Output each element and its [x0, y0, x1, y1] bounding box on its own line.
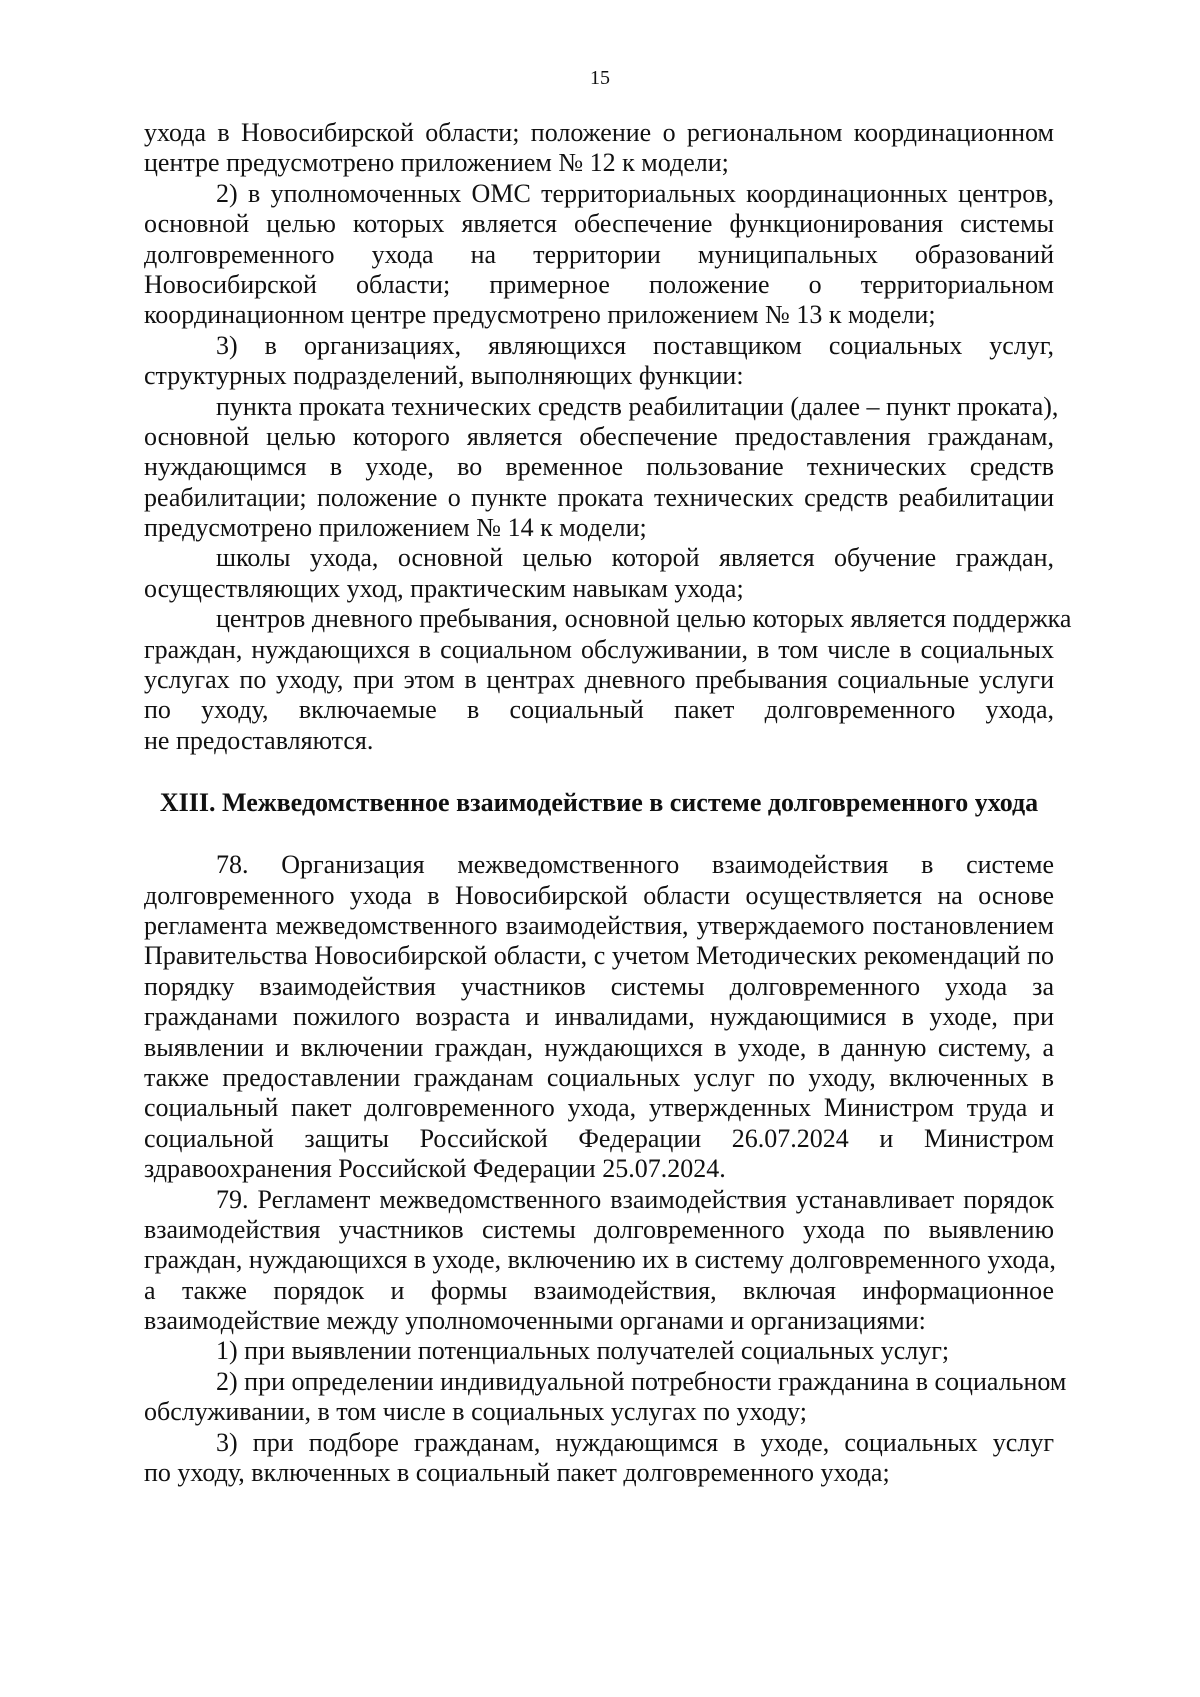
paragraph-line: 3) при подборе гражданам, нуждающимся в уходе, социальных услуг: [216, 1427, 1054, 1457]
paragraph-line: центров дневного пребывания, основной целью которых является поддержка: [216, 604, 1072, 634]
paragraph-line: выявлении и включении граждан, нуждающихся в уходе, в данную систему, а: [144, 1032, 1054, 1062]
paragraph-line: не предоставляются.: [144, 725, 374, 755]
paragraph-line: предусмотрено приложением № 14 к модели;: [144, 513, 647, 543]
paragraph-line: по уходу, включаемые в социальный пакет долговременного ухода,: [144, 695, 1054, 725]
paragraph-line: основной целью которых является обеспечение функционирования системы: [144, 209, 1054, 239]
paragraph-line: координационном центре предусмотрено приложением № 13 к модели;: [144, 300, 936, 330]
paragraph-line: обслуживании, в том числе в социальных услугах по уходу;: [144, 1397, 807, 1427]
paragraph-line: граждан, нуждающихся в социальном обслуживании, в том числе в социальных: [144, 634, 1054, 664]
paragraph-line: услугах по уходу, при этом в центрах дневного пребывания социальные услуги: [144, 665, 1054, 695]
paragraph-line: долговременного ухода на территории муниципальных образований: [144, 239, 1054, 269]
paragraph-line: структурных подразделений, выполняющих функции:: [144, 361, 744, 391]
paragraph-line: долговременного ухода в Новосибирской области осуществляется на основе: [144, 880, 1054, 910]
paragraph-line: Правительства Новосибирской области, с учетом Методических рекомендаций по: [144, 941, 1054, 971]
paragraph-line: центре предусмотрено приложением № 12 к модели;: [144, 148, 729, 178]
paragraph-line: а также порядок и формы взаимодействия, включая информационное: [144, 1275, 1054, 1305]
paragraph-line: 3) в организациях, являющихся поставщиком социальных услуг,: [216, 330, 1054, 360]
paragraph-line: граждан, нуждающихся в уходе, включению их в систему долговременного ухода,: [144, 1245, 1056, 1275]
paragraph-line: 1) при выявлении потенциальных получателей социальных услуг;: [216, 1336, 950, 1366]
paragraph-line: 2) при определении индивидуальной потребности гражданина в социальном: [216, 1366, 1067, 1396]
paragraph-line: ухода в Новосибирской области; положение о региональном координационном: [144, 118, 1054, 147]
paragraph-line: порядку взаимодействия участников системы долговременного ухода за: [144, 971, 1054, 1001]
section-heading: XIII. Межведомственное взаимодействие в системе долговременного ухода: [159, 788, 1039, 818]
paragraph-line: взаимодействие между уполномоченными органами и организациями:: [144, 1306, 926, 1336]
page-number: 15: [590, 67, 610, 89]
paragraph-line: социальный пакет долговременного ухода, утвержденных Министром труда и: [144, 1093, 1054, 1123]
paragraph-line: социальной защиты Российской Федерации 26.07.2024 и Министром: [144, 1123, 1054, 1153]
document-body: [144, 118, 1072, 1488]
paragraph-line: регламента межведомственного взаимодействия, утверждаемого постановлением: [144, 910, 1054, 940]
paragraph-line: 2) в уполномоченных ОМС территориальных координационных центров,: [216, 178, 1054, 208]
paragraph-line: реабилитации; положение о пункте проката технических средств реабилитации: [144, 482, 1054, 512]
paragraph-line: здравоохранения Российской Федерации 25.07.2024.: [144, 1154, 726, 1184]
paragraph-line: гражданами пожилого возраста и инвалидами, нуждающимися в уходе, при: [144, 1002, 1054, 1032]
paragraph-line: основной целью которого является обеспечение предоставления гражданам,: [144, 421, 1054, 451]
paragraph-line: по уходу, включенных в социальный пакет долговременного ухода;: [144, 1458, 890, 1488]
paragraph-line: 79. Регламент межведомственного взаимодействия устанавливает порядок: [216, 1184, 1054, 1214]
paragraph-line: Новосибирской области; примерное положение о территориальном: [144, 269, 1054, 299]
paragraph-line: 78. Организация межведомственного взаимодействия в системе: [216, 850, 1054, 880]
paragraph-line: взаимодействия участников системы долговременного ухода по выявлению: [144, 1214, 1054, 1244]
paragraph-line: также предоставлении гражданам социальных услуг по уходу, включенных в: [144, 1062, 1054, 1092]
paragraph-line: нуждающимся в уходе, во временное пользование технических средств: [144, 452, 1054, 482]
paragraph-line: осуществляющих уход, практическим навыкам ухода;: [144, 573, 744, 603]
paragraph-line: пункта проката технических средств реабилитации (далее – пункт проката),: [216, 391, 1059, 421]
paragraph-line: школы ухода, основной целью которой является обучение граждан,: [216, 543, 1054, 573]
